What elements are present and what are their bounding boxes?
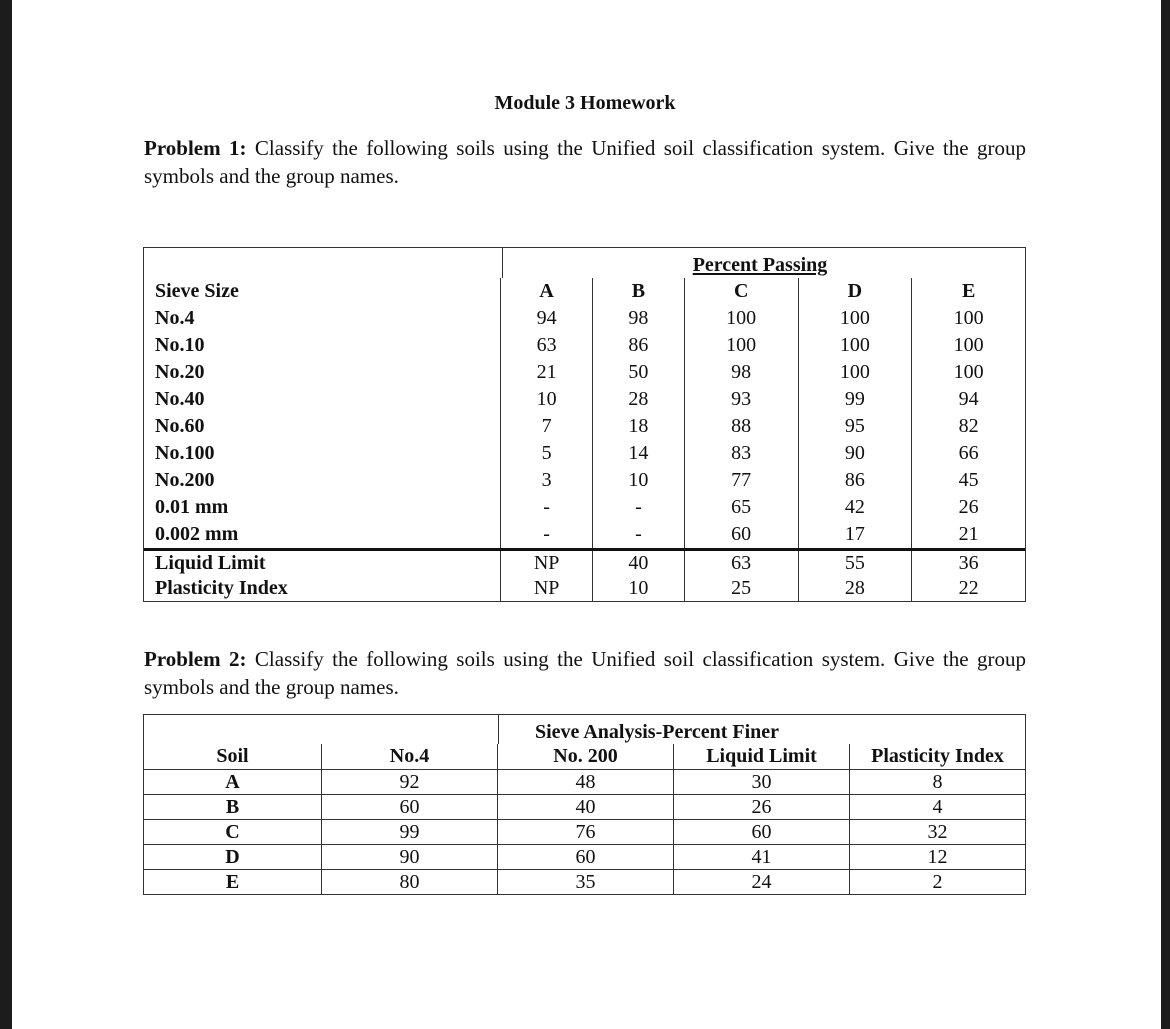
problem-2-text: Classify the following soils using the Unified soil classification system. Give the group symbols and the group names. <box>144 647 1026 699</box>
table-cell: 100 <box>799 332 913 359</box>
problem-1-label: Problem 1: <box>144 136 247 160</box>
table-cell: 90 <box>799 440 913 467</box>
table-row <box>144 413 1025 440</box>
table-cell: 28 <box>593 386 685 413</box>
table-cell: 10 <box>501 386 593 413</box>
table-cell: 95 <box>799 413 913 440</box>
column-header: A <box>501 278 593 305</box>
row-label: No.40 <box>144 386 501 413</box>
table-header-row <box>144 278 1025 305</box>
table-row <box>144 359 1025 386</box>
table-row <box>144 332 1025 359</box>
table-cell: 40 <box>498 795 674 819</box>
soil-label: C <box>144 820 322 844</box>
problem-2-statement <box>144 645 1026 701</box>
sieve-analysis-table <box>143 247 1026 602</box>
table-header-row <box>144 744 1025 769</box>
table-cell: 3 <box>501 467 593 494</box>
table-cell: 36 <box>958 552 979 574</box>
table-cell: 10 <box>593 467 685 494</box>
table-cell: 100 <box>953 361 984 383</box>
table-cell: NP <box>501 551 593 576</box>
table-row <box>144 844 1025 869</box>
table-cell: 100 <box>685 305 799 332</box>
table-cell: 82 <box>958 415 979 437</box>
table-cell: 100 <box>799 359 913 386</box>
row-label: No.20 <box>144 359 501 386</box>
table-cell: 35 <box>498 870 674 894</box>
table-cell: 48 <box>498 770 674 794</box>
table-cell: 100 <box>953 334 984 356</box>
table-cell: 63 <box>685 551 799 576</box>
page-title: Module 3 Homework <box>494 92 676 114</box>
table-group-header-row <box>144 248 1025 278</box>
table-cell: 2 <box>932 871 943 893</box>
row-label: No.4 <box>144 305 501 332</box>
table-row <box>144 521 1025 548</box>
table-cell: 17 <box>799 521 913 548</box>
soil-label: E <box>144 870 322 894</box>
table-cell: 30 <box>674 770 850 794</box>
table-cell: 60 <box>322 795 498 819</box>
column-header: B <box>593 278 685 305</box>
table-cell: 66 <box>958 442 979 464</box>
table-cell: 32 <box>927 821 948 843</box>
table-cell: 22 <box>958 577 979 599</box>
column-header: Liquid Limit <box>674 744 850 769</box>
table-cell: 86 <box>799 467 913 494</box>
problem-2-label: Problem 2: <box>144 647 247 671</box>
table-cell: 63 <box>501 332 593 359</box>
table-row <box>144 386 1025 413</box>
table-cell: 25 <box>685 576 799 601</box>
table-cell: 99 <box>322 820 498 844</box>
table-group-header-row <box>144 715 1025 744</box>
table-cell: 65 <box>685 494 799 521</box>
right-border-bar <box>1161 0 1170 1029</box>
table-cell: 99 <box>799 386 913 413</box>
table-cell: - <box>501 494 593 521</box>
table-row <box>144 305 1025 332</box>
table-cell: 26 <box>674 795 850 819</box>
table-row <box>144 794 1025 819</box>
table-cell: 94 <box>958 388 979 410</box>
table-cell: 98 <box>593 305 685 332</box>
table-cell: 94 <box>501 305 593 332</box>
table-cell: 90 <box>322 845 498 869</box>
table-cell: 77 <box>685 467 799 494</box>
table-cell: 50 <box>593 359 685 386</box>
column-header: C <box>685 278 799 305</box>
table-cell: 86 <box>593 332 685 359</box>
soil-label: A <box>144 770 322 794</box>
table-cell: 18 <box>593 413 685 440</box>
sieve-analysis-header: Sieve Analysis-Percent Finer <box>498 715 1025 744</box>
table-cell: 14 <box>593 440 685 467</box>
table-cell: 45 <box>958 469 979 491</box>
row-label: 0.002 mm <box>144 521 501 548</box>
row-label: Liquid Limit <box>144 551 501 576</box>
left-border-bar <box>0 0 12 1029</box>
row-label: No.10 <box>144 332 501 359</box>
table-row <box>144 869 1025 894</box>
table-row <box>144 467 1025 494</box>
table-cell: 21 <box>501 359 593 386</box>
table-row <box>144 576 1025 601</box>
table-cell: 55 <box>799 551 913 576</box>
row-label: No.60 <box>144 413 501 440</box>
table-cell: 7 <box>501 413 593 440</box>
column-header: Plasticity Index <box>871 745 1004 767</box>
table-cell: 12 <box>927 846 948 868</box>
table-row <box>144 440 1025 467</box>
soil-label: D <box>144 845 322 869</box>
row-label: 0.01 mm <box>144 494 501 521</box>
table-cell: 83 <box>685 440 799 467</box>
row-label: No.200 <box>144 467 501 494</box>
row-label: Plasticity Index <box>144 576 501 601</box>
table-cell: 60 <box>674 820 850 844</box>
table-cell: 88 <box>685 413 799 440</box>
table-cell: 100 <box>799 305 913 332</box>
column-header: No. 200 <box>498 744 674 769</box>
problem-1-statement <box>144 134 1026 190</box>
table-cell: 42 <box>799 494 913 521</box>
column-header: D <box>799 278 913 305</box>
table-cell: - <box>593 521 685 548</box>
table-cell: 41 <box>674 845 850 869</box>
table-cell: 24 <box>674 870 850 894</box>
column-header: Sieve Size <box>144 278 501 305</box>
table-cell: 28 <box>799 576 913 601</box>
column-header: Soil <box>144 744 322 769</box>
table-cell: - <box>501 521 593 548</box>
table-cell: 93 <box>685 386 799 413</box>
table-cell: 5 <box>501 440 593 467</box>
table-cell: 60 <box>685 521 799 548</box>
table-cell: 4 <box>932 796 943 818</box>
column-header: No.4 <box>322 744 498 769</box>
table-cell: NP <box>501 576 593 601</box>
table-cell: 40 <box>593 551 685 576</box>
table-cell: 92 <box>322 770 498 794</box>
table-cell: 21 <box>958 523 979 545</box>
table-cell: 8 <box>932 771 943 793</box>
percent-passing-header: Percent Passing <box>502 248 1025 278</box>
table-cell: 98 <box>685 359 799 386</box>
table-row <box>144 819 1025 844</box>
table-row <box>144 769 1025 794</box>
table-row <box>144 494 1025 521</box>
table-cell: 80 <box>322 870 498 894</box>
table-cell: 100 <box>685 332 799 359</box>
table-cell: 60 <box>498 845 674 869</box>
table-cell: 10 <box>593 576 685 601</box>
column-header: E <box>961 280 976 302</box>
problem-1-text: Classify the following soils using the Unified soil classification system. Give the group symbols and the group names. <box>144 136 1026 188</box>
table-cell: 100 <box>953 307 984 329</box>
table-cell: 76 <box>498 820 674 844</box>
table-row <box>144 551 1025 576</box>
table-cell: 26 <box>958 496 979 518</box>
table-cell: - <box>593 494 685 521</box>
soil-label: B <box>144 795 322 819</box>
soil-properties-table <box>143 714 1026 895</box>
row-label: No.100 <box>144 440 501 467</box>
